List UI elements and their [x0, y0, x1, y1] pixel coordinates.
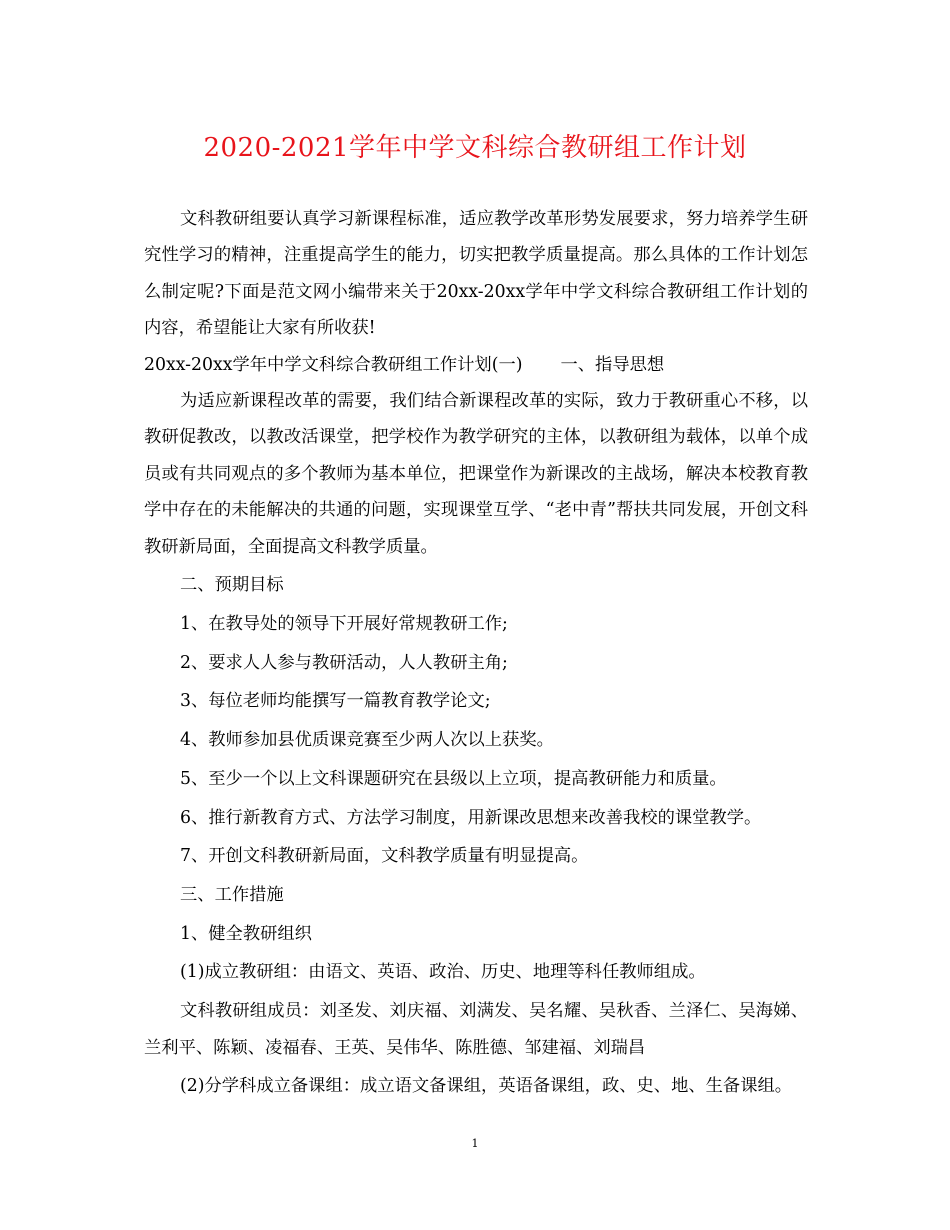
page-title: 2020-2021学年中学文科综合教研组工作计划 — [203, 133, 747, 163]
intro-paragraph: 文科教研组要认真学习新课程标准，适应教学改革形势发展要求，努力培养学生研究性学习的精神，注重提高学生的能力，切实把教学质量提高。那么具体的工作计划怎么制定呢?下面是范文网小编带来关于20xx-20xx学年中学文科综合教研组工作计划的内容，希望能让大家有所收获! — [144, 209, 808, 339]
page-number: 1 — [471, 1137, 479, 1150]
document-body — [144, 201, 808, 1105]
measure1-item1: (1)成立教研组：由语文、英语、政治、历史、地理等科任教师组成。 — [180, 962, 706, 983]
section2-heading: 二、预期目标 — [180, 575, 284, 596]
plan-heading-line — [144, 347, 808, 383]
goal-item: 6、推行新教育方式、方法学习制度，用新课改思想来改善我校的课堂教学。 — [180, 807, 762, 828]
goal-item: 2、要求人人参与教研活动，人人教研主角; — [180, 652, 508, 673]
section1-heading: 一、指导思想 — [560, 354, 665, 375]
plan-heading: 20xx-20xx学年中学文科综合教研组工作计划(一) — [144, 354, 523, 375]
goal-item: 4、教师参加县优质课竞赛至少两人次以上获奖。 — [180, 730, 554, 751]
measure1-heading: 1、健全教研组织 — [180, 923, 312, 944]
section3-heading: 三、工作措施 — [180, 884, 284, 905]
goal-item: 5、至少一个以上文科课题研究在县级以上立项，提高教研能力和质量。 — [180, 768, 727, 789]
goal-item: 1、在教导处的领导下开展好常规教研工作; — [180, 614, 508, 635]
section1-paragraph: 为适应新课程改革的需要，我们结合新课程改革的实际，致力于教研重心不移，以教研促教改，以教改活课堂，把学校作为教学研究的主体，以教研组为载体，以单个成员或有共同观点的多个教师为基本单位，把课堂作为新课改的主战场，解决本校教育教学中存在的未能解决的共通的问题，实现课堂互学、“老中青”帮扶共同发展，开创文科教研新局面，全面提高文科教学质量。 — [144, 391, 808, 557]
goal-item: 3、每位老师均能撰写一篇教育教学论文; — [180, 691, 491, 712]
goal-item: 7、开创文科教研新局面，文科教学质量有明显提高。 — [180, 846, 589, 867]
measure1-item2: (2)分学科成立备课组：成立语文备课组，英语备课组，政、史、地、生备课组。 — [180, 1076, 793, 1097]
members-paragraph: 文科教研组成员：刘圣发、刘庆福、刘满发、吴名耀、吴秋香、兰泽仁、吴海娣、兰利平、陈颖、凌福春、王英、吴伟华、陈胜德、邹建福、刘瑞昌 — [144, 1001, 808, 1058]
